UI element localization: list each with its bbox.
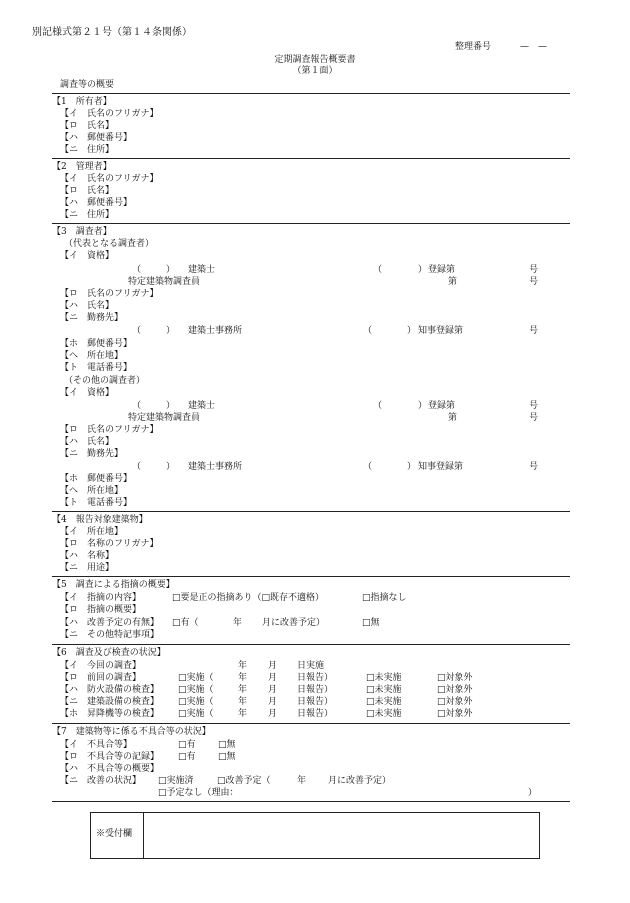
month-label: 月 [268,661,278,671]
s7-ni-opt2: □改善予定（ [217,776,271,786]
s2-item: 【ニ 住所】 [60,210,115,220]
rep-inspector-label: （代表となる調査者） [64,239,155,249]
paren: （ [132,462,142,472]
s5-i-label: 【イ 指摘の内容】 [60,593,142,603]
s1-item: 【ニ 住所】 [60,145,115,155]
s7-ni-year: 年 [297,776,307,786]
s5-ha-opt2: □無 [362,618,380,628]
s5-ha-year: 年 [233,618,243,628]
go-label: 号 [529,462,539,472]
s7-no: □無 [218,740,236,750]
s4-item: 【ハ 名称】 [60,551,115,561]
done-checkbox-label: □実施（ [178,697,214,707]
name-label: 【ハ 氏名】 [60,301,115,311]
section-7-title: 【7 建築物等に係る不具合等の状況】 [52,727,211,737]
s7-ha-label: 【ハ 不具合等の概要】 [60,764,160,774]
receipt-divider [143,812,144,858]
paren: ） [418,265,428,275]
paren: （ [363,326,373,336]
dai-label: 第 [448,413,458,423]
year-label: 年 [238,673,248,683]
year-label: 年 [238,661,248,671]
done-checkbox-label: □実施（ [178,685,214,695]
paren: ） [407,462,417,472]
furigana-label: 【ロ 氏名のフリガナ】 [60,425,159,435]
section-2-title: 【2 管理者】 [52,162,112,172]
paren: ） [166,401,176,411]
other-inspector-label: （その他の調査者） [64,376,146,386]
s2-item: 【ハ 郵便番号】 [60,198,133,208]
paren: ） [407,326,417,336]
done-checkbox-label: □実施（ [178,673,214,683]
ref-no-label: 整理番号 [455,42,492,52]
paren: （ [132,401,142,411]
s1-item: 【ロ 氏名】 [60,121,115,131]
month-label: 月 [268,673,278,683]
workplace-label: 【ニ 勤務先】 [60,449,124,459]
section-4-title: 【4 報告対象建築物】 [52,515,148,525]
s7-no: □無 [218,752,236,762]
month-label: 月 [268,697,278,707]
year-label: 年 [238,709,248,719]
overview-label: 調査等の概要 [60,80,115,90]
excluded-label: □対象外 [437,673,473,683]
s7-yes: □有 [178,752,196,762]
postal-label: 【ホ 郵便番号】 [60,339,133,349]
page-title: 定期調査報告概要書 [274,55,356,65]
paren: （ [373,265,383,275]
not-done-label: □未実施 [366,709,402,719]
s4-item: 【ロ 名称のフリガナ】 [60,539,159,549]
s5-ni-label: 【ニ その他特記事項】 [60,630,160,640]
year-label: 年 [238,697,248,707]
paren: ） [166,462,176,472]
s7-ni-opt3: □予定なし（理由： [158,788,239,798]
s7-yes: □有 [178,740,196,750]
divider [52,644,570,645]
s1-item: 【イ 氏名のフリガナ】 [60,109,159,119]
registration-label: 登録第 [428,265,456,275]
architect-label: 建築士 [188,265,216,275]
page-number: （第１面） [292,66,338,76]
s7-ni-close: ） [528,788,538,798]
s7-ni-month: 月に改善予定） [328,776,392,786]
excluded-label: □対象外 [437,697,473,707]
phone-label: 【ト 電話番号】 [60,363,133,373]
section-6-title: 【6 調査及び検査の状況】 [52,648,166,658]
paren: ） [166,326,176,336]
divider [52,158,570,159]
divider [52,93,570,94]
phone-label: 【ト 電話番号】 [60,498,133,508]
excluded-label: □対象外 [437,709,473,719]
divider [52,223,570,224]
s5-ha-month: 月に改善予定） [262,618,326,628]
ref-no-value: — — [520,42,548,52]
divider [52,511,570,512]
go-label: 号 [529,326,539,336]
paren: ） [166,265,176,275]
day-done-label: 日実施 [297,661,325,671]
section-3-title: 【3 調査者】 [52,227,112,237]
s6-row-label: 【ホ 昇降機等の検査】 [60,709,160,719]
not-done-label: □未実施 [366,685,402,695]
furigana-label: 【ロ 氏名のフリガナ】 [60,289,159,299]
s7-i-label: 【イ 不具合等】 [60,740,133,750]
office-label: 建築士事務所 [188,326,243,336]
paren: （ [132,326,142,336]
qual-label: 【イ 資格】 [60,251,115,261]
governor-reg-label: 知事登録第 [418,462,464,472]
special-inspector-label: 特定建築物調査員 [128,277,201,287]
day-report-label: 日報告） [297,685,334,695]
s7-ro-label: 【ロ 不具合等の記録】 [60,752,160,762]
dai-label: 第 [448,277,458,287]
s4-item: 【ニ 用途】 [60,563,115,573]
paren: ） [418,401,428,411]
divider [52,801,570,802]
registration-label: 登録第 [428,401,456,411]
divider [52,723,570,724]
go-label: 号 [529,413,539,423]
s5-ro-label: 【ロ 指摘の概要】 [60,605,142,615]
section-5-title: 【5 調査による指摘の概要】 [52,580,175,590]
not-done-label: □未実施 [366,673,402,683]
not-done-label: □未実施 [366,697,402,707]
address-label: 【ヘ 所在地】 [60,351,124,361]
excluded-label: □対象外 [437,685,473,695]
s7-ni-opt1: □実施済 [158,776,194,786]
s1-item: 【ハ 郵便番号】 [60,133,133,143]
done-checkbox-label: □実施（ [178,709,214,719]
month-label: 月 [268,685,278,695]
month-label: 月 [268,709,278,719]
paren: （ [363,462,373,472]
divider [52,576,570,577]
s6-row-label: 【ニ 建築設備の検査】 [60,697,160,707]
postal-label: 【ホ 郵便番号】 [60,474,133,484]
s6-current-label: 【イ 今回の調査】 [60,661,142,671]
paren: （ [373,401,383,411]
s5-ha-opt1: □有（ [172,618,199,628]
workplace-label: 【ニ 勤務先】 [60,313,124,323]
s6-row-label: 【ロ 前回の調査】 [60,673,142,683]
s4-item: 【イ 所在地】 [60,527,124,537]
year-label: 年 [238,685,248,695]
architect-label: 建築士 [188,401,216,411]
governor-reg-label: 知事登録第 [418,326,464,336]
form-label: 別記様式第２１号（第１４条関係） [32,27,192,38]
receipt-label: ※受付欄 [96,829,133,839]
s2-item: 【ロ 氏名】 [60,186,115,196]
address-label: 【ヘ 所在地】 [60,486,124,496]
qual-label: 【イ 資格】 [60,388,115,398]
receipt-box [90,812,540,859]
paren: （ [132,265,142,275]
day-report-label: 日報告） [297,709,334,719]
go-label: 号 [529,277,539,287]
day-report-label: 日報告） [297,673,334,683]
s5-i-opt2: □指摘なし [362,593,407,603]
go-label: 号 [529,401,539,411]
go-label: 号 [529,265,539,275]
s6-row-label: 【ハ 防火設備の検査】 [60,685,160,695]
s5-ha-label: 【ハ 改善予定の有無】 [60,618,160,628]
section-1-title: 【1 所有者】 [52,97,112,107]
s7-ni-label: 【ニ 改善の状況】 [60,776,142,786]
s2-item: 【イ 氏名のフリガナ】 [60,174,159,184]
s5-i-opt1: □要是正の指摘あり（□既存不適格） [172,593,325,603]
office-label: 建築士事務所 [188,462,243,472]
special-inspector-label: 特定建築物調査員 [128,413,201,423]
day-report-label: 日報告） [297,697,334,707]
name-label: 【ハ 氏名】 [60,437,115,447]
